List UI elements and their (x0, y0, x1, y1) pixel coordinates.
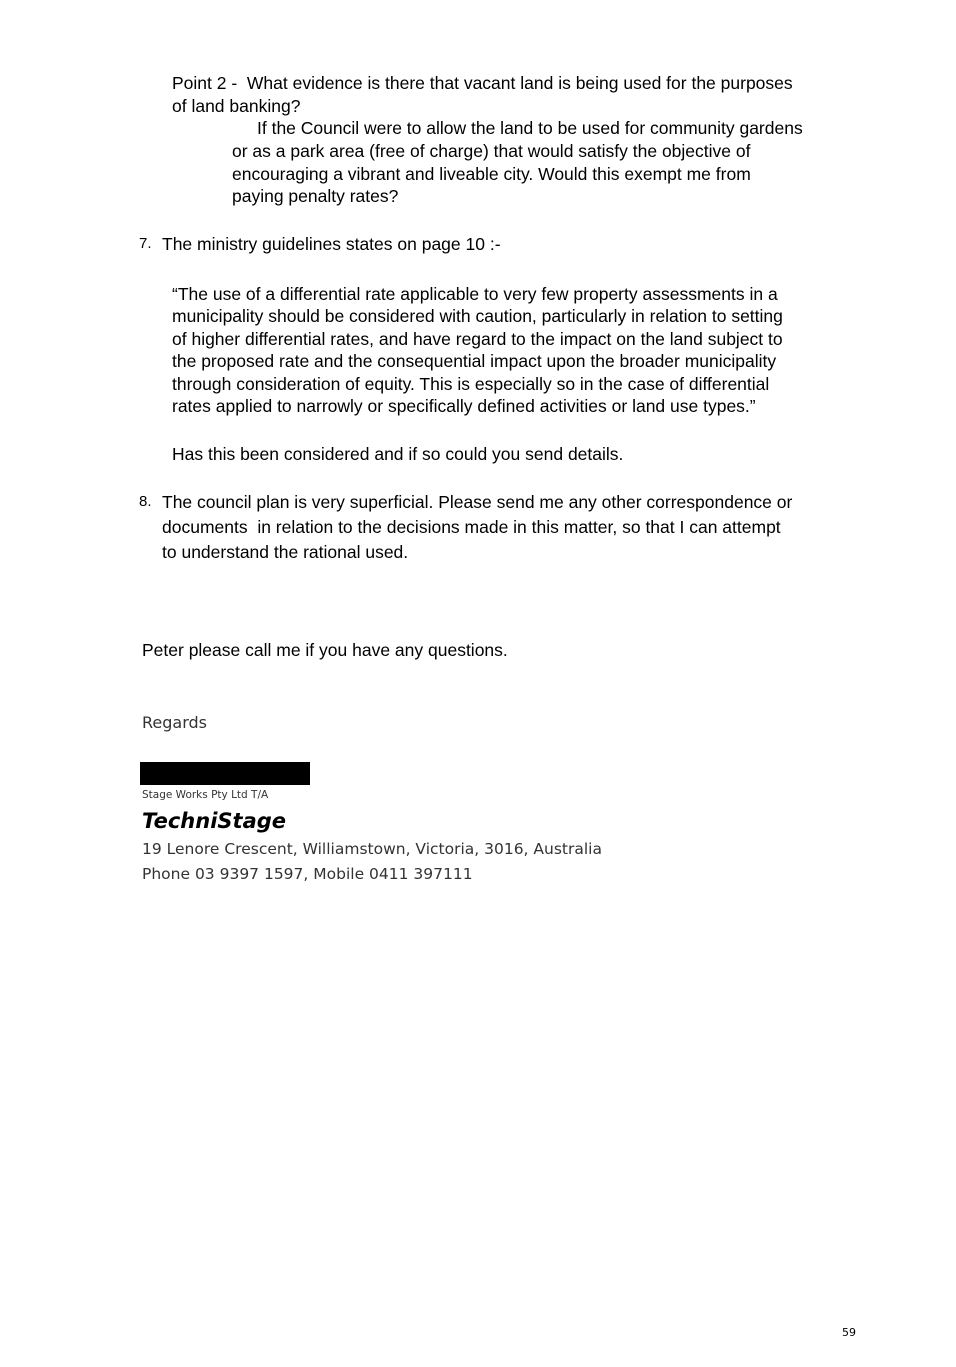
regards-text: Regards (142, 713, 207, 732)
page-number: 59 (842, 1326, 856, 1339)
company-line: Stage Works Pty Ltd T/A (142, 789, 269, 801)
phone-line: Phone 03 9397 1597, Mobile 0411 397111 (142, 865, 473, 883)
item7-number: 7. (139, 235, 152, 252)
item7-quote-line-3: of higher differential rates, and have regard to the impact on the land subject to (172, 329, 783, 349)
item7-quote-line-1: “The use of a differential rate applicable to very few property assessments in a (172, 284, 778, 304)
item7-quote-line-4: the proposed rate and the consequential impact upon the broader municipality (172, 351, 777, 371)
point2-indent-line-3: encouraging a vibrant and liveable city. Would this exempt me from (232, 164, 751, 184)
item8-line-2: documents in relation to the decisions made in this matter, so that I can attempt (162, 517, 781, 537)
address-line: 19 Lenore Crescent, Williamstown, Victoria, 3016, Australia (142, 840, 602, 858)
item7-quote-line-6: rates applied to narrowly or specifically defined activities or land use types.” (172, 396, 756, 416)
item7-followup: Has this been considered and if so could you send details. (172, 444, 624, 464)
point2-indent-line-2: or as a park area (free of charge) that would satisfy the objective of (232, 141, 751, 161)
item7-text: The ministry guidelines states on page 10 :- (162, 234, 501, 254)
point2-indent-line-1: If the Council were to allow the land to be used for community gardens (257, 118, 803, 138)
redacted-name-block (140, 762, 310, 785)
point2-line-1: Point 2 - What evidence is there that vacant land is being used for the purposes (172, 73, 793, 93)
item8-number: 8. (139, 493, 152, 510)
item8-line-1: The council plan is very superficial. Please send me any other correspondence or (162, 492, 793, 512)
brand-name: TechniStage (142, 809, 287, 833)
item7-quote-line-5: through consideration of equity. This is especially so in the case of differential (172, 374, 770, 394)
closing-line: Peter please call me if you have any questions. (142, 640, 508, 660)
item7-quote-line-2: municipality should be considered with caution, particularly in relation to setting (172, 306, 783, 326)
item8-line-3: to understand the rational used. (162, 542, 409, 562)
point2-indent-line-4: paying penalty rates? (232, 186, 399, 206)
point2-line-2: of land banking? (172, 96, 301, 116)
